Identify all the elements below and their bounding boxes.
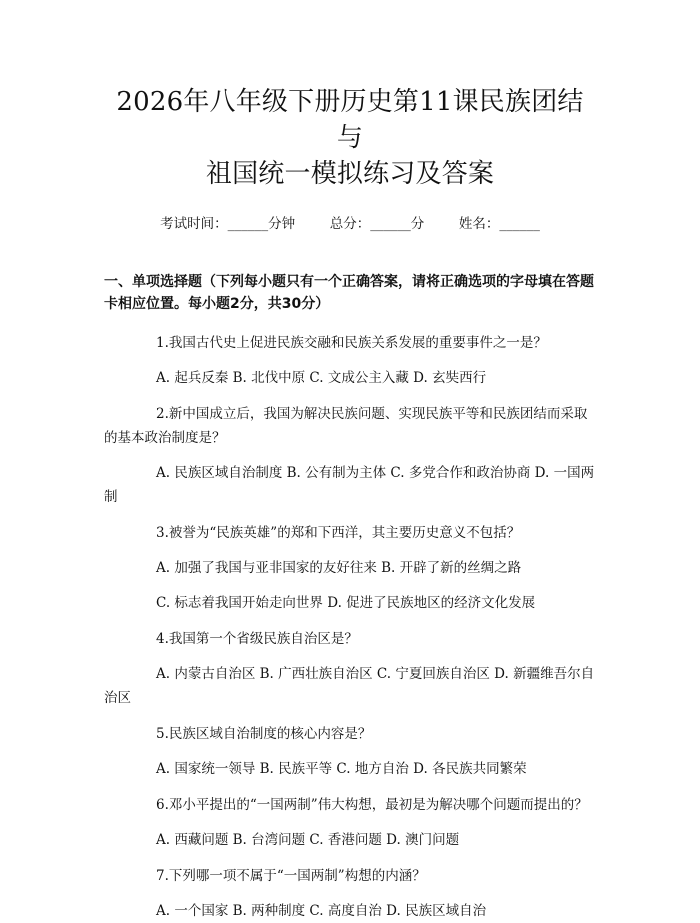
question-text: 新中国成立后，我国为解决民族问题、实现民族平等和民族团结而采取的基本政治制度是？ xyxy=(104,406,588,446)
exam-meta-line xyxy=(104,215,596,233)
question-options-line-1: A. 加强了我国与亚非国家的友好往来 B. 开辟了新的丝绸之路 xyxy=(156,560,522,576)
title-line-1: 2026年八年级下册历史第11课民族团结与 xyxy=(116,87,584,153)
question-6 xyxy=(104,793,596,852)
question-options-line-2: C. 标志着我国开始走向世界 D. 促进了民族地区的经济文化发展 xyxy=(156,595,536,611)
question-5 xyxy=(104,722,596,781)
question-number: 7. xyxy=(156,868,169,884)
student-name-blank: ______ xyxy=(499,216,540,232)
question-text: 被誉为“民族英雄”的郑和下西洋，其主要历史意义不包括？ xyxy=(168,525,521,541)
question-options: A. 国家统一领导 B. 民族平等 C. 地方自治 D. 各民族共同繁荣 xyxy=(156,761,527,777)
section-heading: 一、单项选择题（下列每小题只有一个正确答案，请将正确选项的字母填在答题卡相应位置。每小题2分，共30分） xyxy=(104,274,594,312)
total-score-label: 总分： xyxy=(329,216,371,232)
question-text: 邓小平提出的“一国两制”伟大构想，最初是为解决哪个问题而提出的？ xyxy=(168,797,588,813)
total-score-unit: 分 xyxy=(410,216,425,232)
question-options: A. 西藏问题 B. 台湾问题 C. 香港问题 D. 澳门问题 xyxy=(156,832,460,848)
question-stem xyxy=(104,521,596,545)
exam-time-label: 考试时间： xyxy=(160,216,228,232)
question-7 xyxy=(104,864,596,923)
question-stem xyxy=(104,627,596,651)
question-options: A. 一个国家 B. 两种制度 C. 高度自治 D. 民族区域自治 xyxy=(156,903,487,919)
question-number: 1. xyxy=(156,335,169,351)
question-text: 我国第一个省级民族自治区是？ xyxy=(168,631,358,647)
student-name-label: 姓名： xyxy=(458,216,500,232)
question-stem xyxy=(104,331,596,355)
title-line-2: 祖国统一模拟练习及答案 xyxy=(205,159,495,189)
exam-time-blank: ______ xyxy=(227,216,269,232)
question-stem xyxy=(104,864,596,888)
question-number: 6. xyxy=(156,797,169,813)
question-options: A. 民族区域自治制度 B. 公有制为主体 C. 多党合作和政治协商 D. 一国两制 xyxy=(104,465,595,505)
question-3 xyxy=(104,521,596,615)
question-2 xyxy=(104,402,596,509)
question-options: A. 内蒙古自治区 B. 广西壮族自治区 C. 宁夏回族自治区 D. 新疆维吾尔自治区 xyxy=(104,666,595,706)
total-score xyxy=(330,215,425,233)
total-score-blank: ______ xyxy=(370,216,411,232)
document-title xyxy=(104,84,596,192)
student-name xyxy=(459,215,540,233)
question-text: 民族区域自治制度的核心内容是？ xyxy=(168,726,372,742)
question-number: 5. xyxy=(156,726,169,742)
exam-time-unit: 分钟 xyxy=(268,216,296,232)
question-4 xyxy=(104,627,596,710)
question-options: A. 起兵反秦 B. 北伐中原 C. 文成公主入藏 D. 玄奘西行 xyxy=(156,370,487,386)
question-number: 4. xyxy=(156,631,169,647)
question-stem xyxy=(104,722,596,746)
question-text: 下列哪一项不属于“一国两制”构想的内涵？ xyxy=(168,868,426,884)
section-single-choice xyxy=(104,271,596,923)
exam-time xyxy=(160,215,295,233)
question-stem xyxy=(104,402,596,450)
question-1 xyxy=(104,331,596,390)
question-stem xyxy=(104,793,596,817)
question-list xyxy=(104,331,596,923)
question-text: 我国古代史上促进民族交融和民族关系发展的重要事件之一是？ xyxy=(168,335,547,351)
question-number: 3. xyxy=(156,525,169,541)
question-number: 2. xyxy=(156,406,169,422)
